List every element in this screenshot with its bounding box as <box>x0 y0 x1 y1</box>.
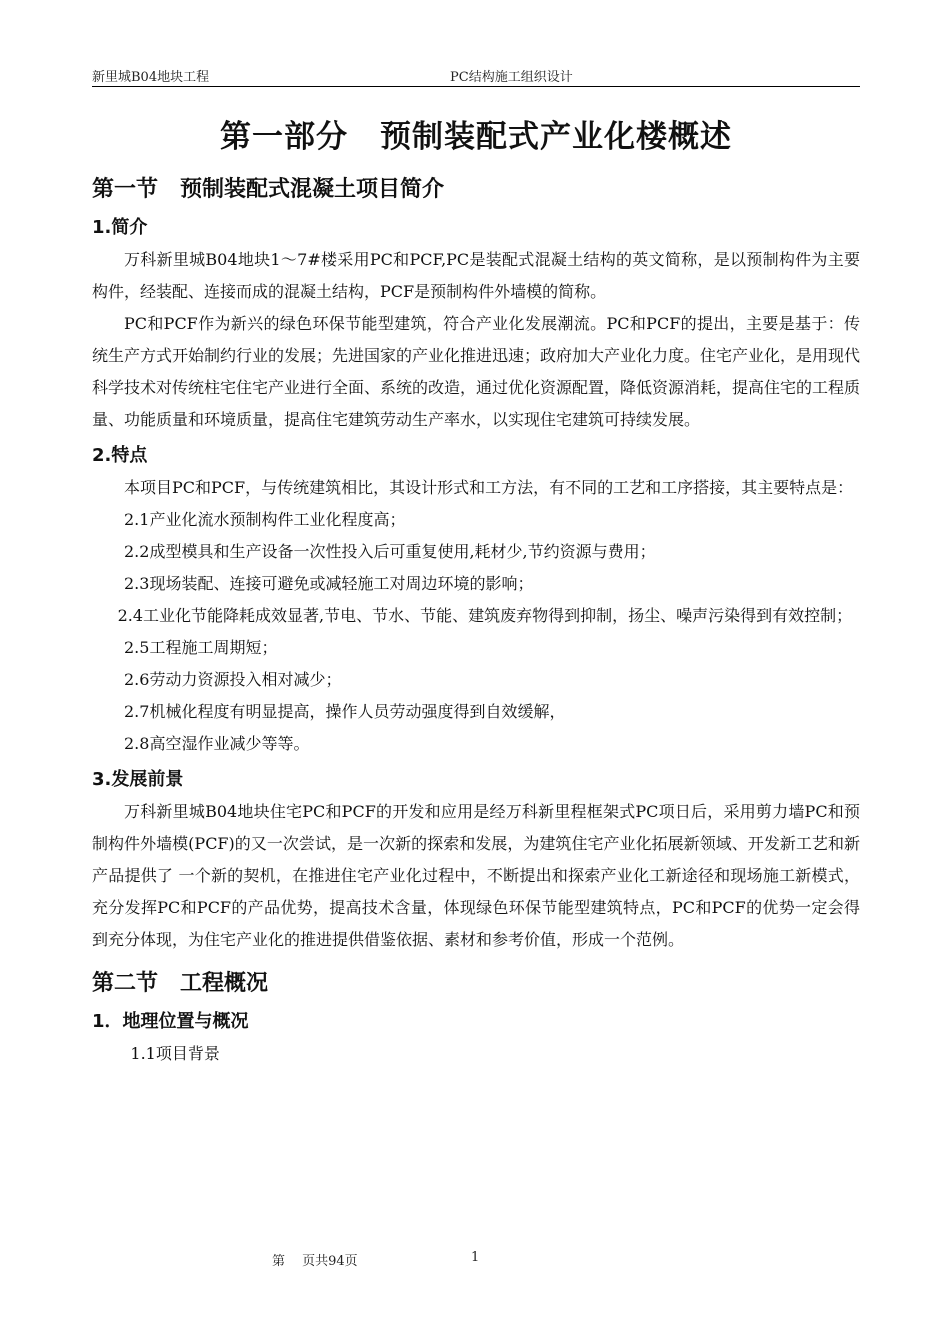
section1-heading: 第一节 预制装配式混凝土项目简介 <box>92 177 445 202</box>
page-footer <box>0 1250 950 1270</box>
feature-item: 2.8高空湿作业减少等等。 <box>124 734 310 753</box>
header-project-name: 新里城B04地块工程 <box>92 70 210 85</box>
feature-item: 2.3现场装配、连接可避免或减轻施工对周边环境的影响； <box>124 574 534 593</box>
section1-outlook-heading: 3.发展前景 <box>92 769 184 790</box>
feature-item: 2.6劳动力资源投入相对减少； <box>124 670 342 689</box>
feature-item: 2.4工业化节能降耗成效显著,节电、节水、节能、建筑废弃物得到抑制，扬尘、噪声污染得到有效控制； <box>117 606 853 625</box>
section1-intro-heading: 1.简介 <box>92 217 148 238</box>
feature-item: 2.5工程施工周期短； <box>124 638 278 657</box>
feature-item: 2.7机械化程度有明显提高，操作人员劳动强度得到自效缓解， <box>124 702 566 721</box>
section2-heading: 第二节 工程概况 <box>92 971 269 996</box>
project-background-subheading: 1.1项目背景 <box>130 1044 220 1063</box>
section1-features-heading: 2.特点 <box>92 445 148 466</box>
intro-paragraph-1: 万科新里城B04地块1～7#楼采用PC和PCF,PC是装配式混凝土结构的英文简称，是以预制构件为主要构件，经装配、连接而成的混凝土结构，PCF是预制构件外墙模的简称。 <box>92 250 860 301</box>
footer-page-number: 1 <box>471 1250 480 1265</box>
intro-paragraph-2: PC和PCF作为新兴的绿色环保节能型建筑，符合产业化发展潮流。PC和PCF的提出，主要是基于：传统生产方式开始制约行业的发展；先进国家的产业化推进迅速；政府加大产业化力度。住宅产业化，是用现代科学技术对传统柱宅住宅产业进行全面、系统的改造，通过优化资源配置，降低资源消耗，提高住宅的工程质量、功能质量和环境质量，提高住宅建筑劳动生产率水，以实现住宅建筑可持续发展。 <box>92 314 861 429</box>
header-document-title: PC结构施工组织设计 <box>450 70 573 85</box>
page-content <box>92 112 860 1070</box>
part-title: 第一部分 预制装配式产业化楼概述 <box>220 119 732 155</box>
footer-page-text: 第 页共94页 <box>272 1254 358 1269</box>
features-intro-paragraph: 本项目PC和PCF，与传统建筑相比，其设计形式和工方法，有不同的工艺和工序搭接，其主要特点是： <box>124 478 854 497</box>
feature-item: 2.1产业化流水预制构件工业化程度高； <box>124 510 406 529</box>
feature-item: 2.2成型模具和生产设备一次性投入后可重复使用,耗材少,节约资源与费用； <box>124 542 656 561</box>
outlook-paragraph: 万科新里城B04地块住宅PC和PCF的开发和应用是经万科新里程框架式PC项日后，采用剪力墙PC和预制构件外墙模(PCF)的又一次尝试，是一次新的探索和发展，为建筑住宅产业化拓展新领域、开发新工艺和新产品提供了 一个新的契机，在推进住宅产业化过程中，不断提出和探索产业化工新途径和现场施工新模式，充分发挥PC和PCF的产品优势，提高技术含量，体现绿色环保节能型建筑特点，PC和PCF的优势一定会得到充分体现，为住宅产业化的推进提供借鉴依据、素材和参考价值，形成一个范例。 <box>92 802 860 949</box>
page-header <box>92 66 860 87</box>
section2-location-heading: 1．地理位置与概况 <box>92 1011 249 1032</box>
